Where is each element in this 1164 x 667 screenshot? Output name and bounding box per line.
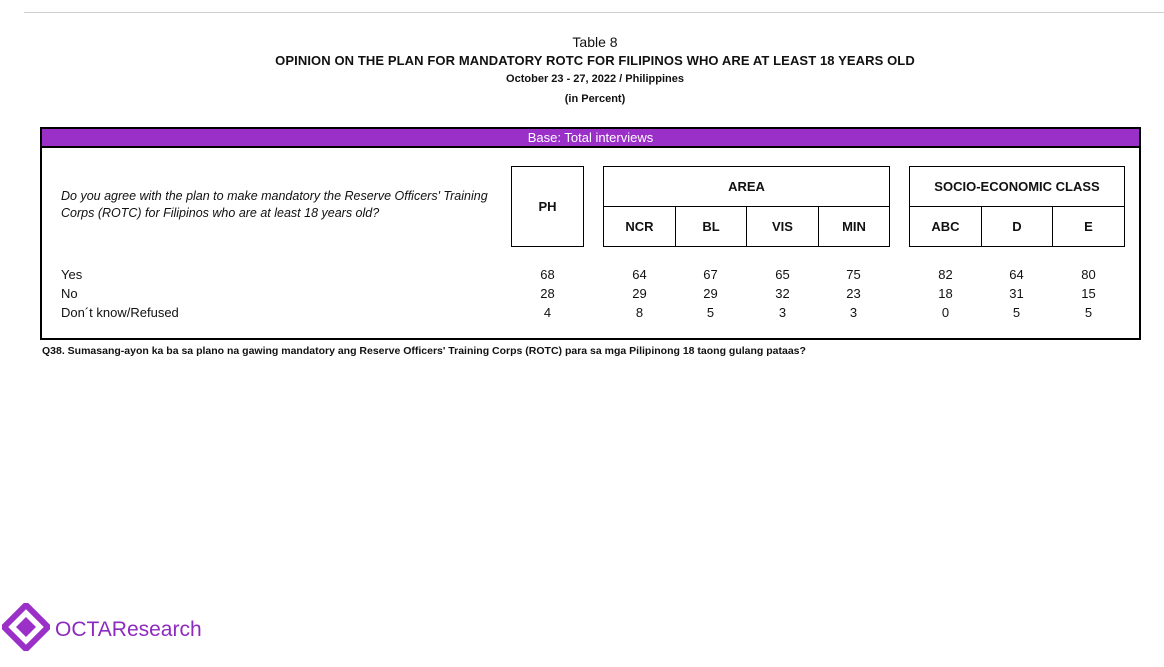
col-header-vis: VIS	[746, 206, 819, 247]
cell-yes-ncr: 64	[632, 267, 647, 282]
table-number: Table 8	[572, 34, 618, 50]
row-label-no: No	[61, 286, 78, 301]
cell-yes-d: 64	[1009, 267, 1024, 282]
results-table	[40, 127, 1141, 340]
cell-no-bl: 29	[703, 286, 718, 301]
cell-yes-bl: 67	[703, 267, 718, 282]
col-header-min: MIN	[818, 206, 890, 247]
cell-yes-abc: 82	[938, 267, 953, 282]
cell-dk-vis: 3	[778, 305, 787, 320]
cell-yes-vis: 65	[775, 267, 790, 282]
survey-date: October 23 - 27, 2022 / Philippines	[506, 73, 684, 85]
cell-dk-e: 5	[1084, 305, 1093, 320]
cell-dk-ncr: 8	[635, 305, 644, 320]
unit-label: (in Percent)	[564, 93, 626, 105]
top-rule	[24, 12, 1164, 13]
cell-no-min: 23	[846, 286, 861, 301]
cell-no-e: 15	[1081, 286, 1096, 301]
group-header-sec: SOCIO-ECONOMIC CLASS	[909, 166, 1125, 207]
col-header-e: E	[1052, 206, 1125, 247]
col-header-ncr: NCR	[603, 206, 676, 247]
cell-dk-d: 5	[1012, 305, 1021, 320]
cell-yes-e: 80	[1081, 267, 1096, 282]
col-header-ph: PH	[511, 166, 584, 247]
base-bar: Base: Total interviews	[42, 129, 1139, 148]
cell-no-ph: 28	[540, 286, 555, 301]
table-title: OPINION ON THE PLAN FOR MANDATORY ROTC FOR FILIPINOS WHO ARE AT LEAST 18 YEARS OLD	[275, 53, 915, 68]
cell-no-ncr: 29	[632, 286, 647, 301]
group-header-area: AREA	[603, 166, 890, 207]
cell-dk-ph: 4	[543, 305, 552, 320]
brand-name: OCTAResearch	[55, 618, 202, 641]
octa-diamond-icon	[2, 603, 50, 651]
cell-dk-min: 3	[849, 305, 858, 320]
cell-dk-abc: 0	[941, 305, 950, 320]
cell-yes-min: 75	[846, 267, 861, 282]
col-header-abc: ABC	[909, 206, 982, 247]
footnote: Q38. Sumasang-ayon ka ba sa plano na gawing mandatory ang Reserve Officers' Training Corps (ROTC) para sa mga Pilipinong 18 taong gulang pataas?	[42, 345, 806, 357]
cell-yes-ph: 68	[540, 267, 555, 282]
question-text: Do you agree with the plan to make mandatory the Reserve Officers' Training Corps (ROTC) for Filipinos who are at least 18 years old?	[61, 189, 488, 220]
col-header-d: D	[981, 206, 1053, 247]
row-label-yes: Yes	[61, 267, 83, 282]
cell-no-vis: 32	[775, 286, 790, 301]
cell-no-abc: 18	[938, 286, 953, 301]
row-label-dont-know: Don´t know/Refused	[61, 305, 179, 320]
cell-dk-bl: 5	[706, 305, 715, 320]
cell-no-d: 31	[1009, 286, 1024, 301]
col-header-bl: BL	[675, 206, 747, 247]
